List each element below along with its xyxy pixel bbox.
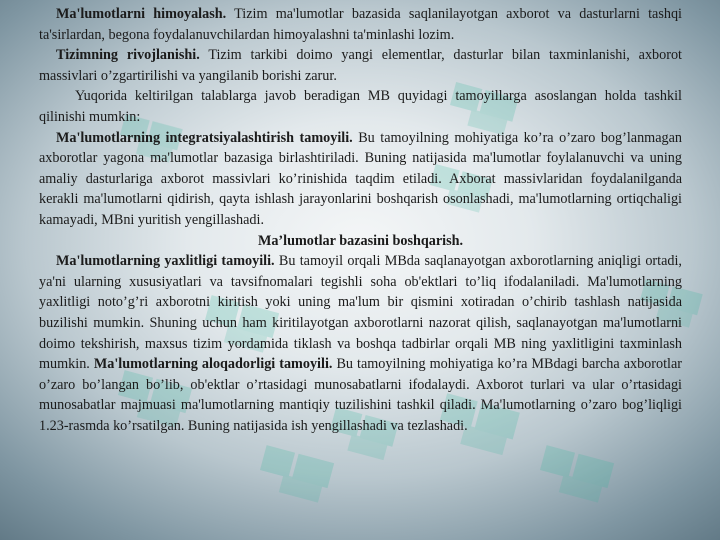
paragraph-text: Bu tamoyilning mohiyatiga ko’ra o’zaro bog’lanmagan axborotlar yagona ma'lumotlar bazasiga birlashtiriladi. Buning natijasida ma'lumotlar foylalanuvchi va uning amaliy dasturlariga axborot massivlari ko’rinishida taqdim etiladi. Axborat massivlaridan foydalanilganda kerakli ma'lumotlarni qidirish, qayta ishlash jarayonlarini boshqarish osonlashadi, ma'lumotlarning ortiqchaligi kamayadi, MBni yuritish yengillashadi. <box>39 129 682 228</box>
paragraph-text: Tizim ma'lumotlar bazasida saqlanilayotgan axborot va dasturlarni tashqi ta'sirlardan, begona foydalanuvchilardan himoyalashni ta'minlashi lozim. <box>39 6 682 43</box>
paragraph-lead-relatedness: Ma'lumotlarning aloqadorligi tamoyili. <box>93 356 333 373</box>
paragraph-integrity-principle <box>39 251 682 436</box>
paragraph-principles-intro <box>39 86 682 127</box>
paragraph-lead: Ma'lumotlarning yaxlitligi tamoyili. <box>56 253 275 270</box>
document-body <box>0 4 720 436</box>
paragraph-lead: Ma'lumotlarni himoyalash. <box>56 6 227 22</box>
paragraph-lead: Tizimning rivojlanishi. <box>56 47 200 64</box>
paragraph-text: Yuqorida keltirilgan talablarga javob beradigan MB quyidagi tamoyillarga asoslangan holda tashkil qilinishi mumkin: <box>39 88 682 125</box>
section-heading: Ma’lumotlar bazasini boshqarish. <box>257 232 464 249</box>
paragraph-lead: Ma'lumotlarning integratsiyalashtirish tamoyili. <box>56 129 353 146</box>
paragraph-text: Tizim tarkibi doimo yangi elementlar, dasturlar bilan taxminlanishi, axborot massivlari o’zgartirilishi va yangilanib borishi zarur. <box>39 47 682 84</box>
paragraph-integration-principle <box>39 128 682 231</box>
paragraph-text: Bu tamoyil orqali MBda saqlanayotgan axborotlarning aniqligi ortadi, ya'ni ularning xususiyatlari va tavsifnomalari tegishli soha ob'ektlari to’liq ifodalaniladi. Ma'lumotlarning yaxlitligi noto’g’ri axborotni kiritish yoki uning ma'lum bir qismini xotiradan o’chirib tashlash natijasida buzilishi mumkin. Shuning uchun ham kiritilayotgan axborotlarni nazorat qilish, saqlanayotgan ma'lumotlarni doimo tekshirish, maxsus tizim yordamida tiklash va boshqa tadbirlar orqali MB ning yaxlitligini taxminlash mumkin. <box>39 253 682 373</box>
paragraph-system-development <box>39 45 682 86</box>
paragraph-data-protection <box>39 4 682 45</box>
paragraph-text-relatedness: Bu tamoyilning mohiyatiga ko’ra MBdagi barcha axborotlar o’zaro bo’langan bo’lib, ob'ektlar o’rtasidagi munosabatlarni ifodalaydi. Axborot turlari va ular o’rtasidagi munosabatlar majmuasi ma'lumotlarning mantiqiy tuzilishini tashkil qiladi. Ma'lumotlarning o’zaro bog’liqligi 1.23-rasmda ko’rsatilgan. Buning natijasida ish yengillashadi va tezlashadi. <box>39 356 683 434</box>
